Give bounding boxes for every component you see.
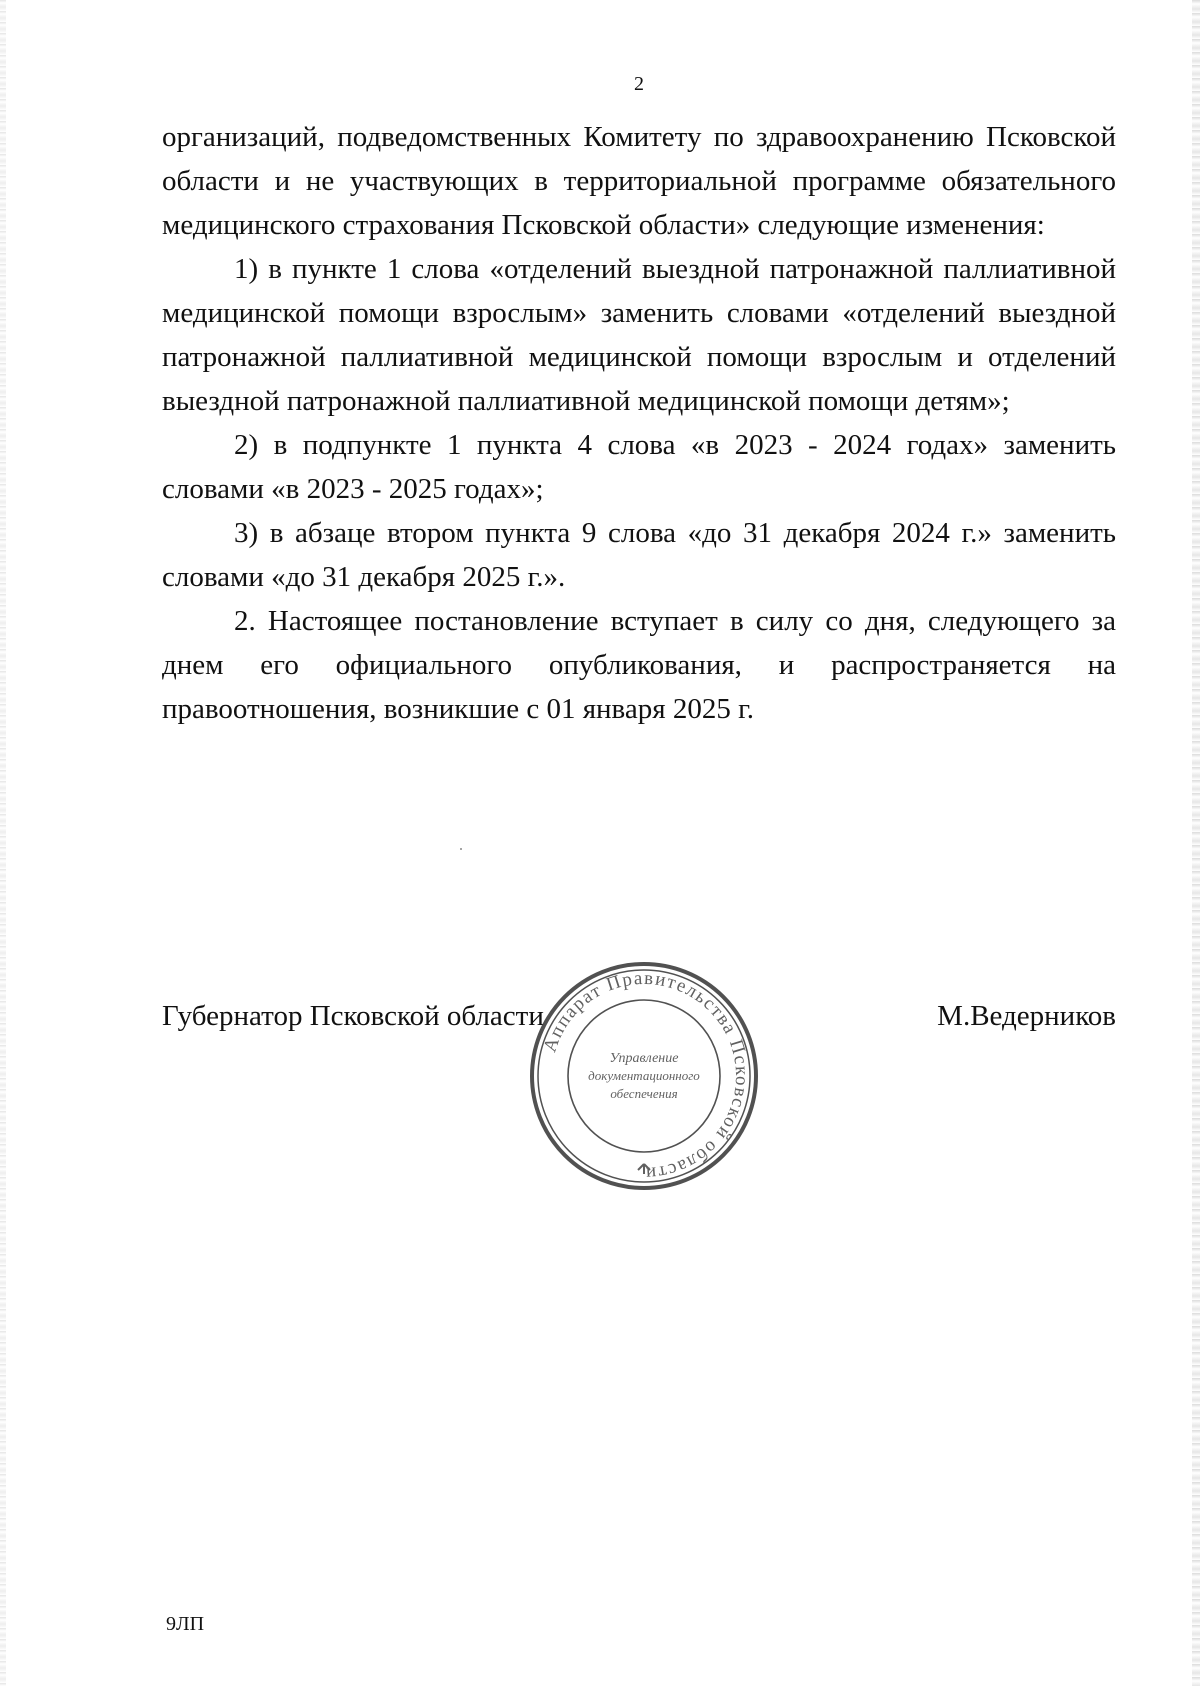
paragraph-intro: организаций, подведомственных Комитету по здравоохранению Псковской области и не участвующих в территориальной программе обязательного медицинского страхования Псковской области» следующие изменения: xyxy=(162,121,1116,241)
stamp-inner-line-2: документационного xyxy=(588,1068,700,1083)
paragraph-item-1: 1) в пункте 1 слова «отделений выездной патронажной паллиативной медицинской помощи взрослым» заменить словами «отделений выездной патронажной паллиативной медицинской помощи взрослым и отделений выездной патронажной паллиативной медицинской помощи детям»; xyxy=(162,253,1116,417)
scan-edge-right xyxy=(1192,0,1200,1686)
paragraph-item-3: 3) в абзаце втором пункта 9 слова «до 31 декабря 2024 г.» заменить словами «до 31 декабря 2025 г.». xyxy=(162,517,1116,593)
document-footer-code: 9ЛП xyxy=(166,1613,205,1635)
document-body xyxy=(162,115,1116,731)
paragraph-item-2: 2) в подпункте 1 пункта 4 слова «в 2023 - 2024 годах» заменить словами «в 2023 - 2025 годах»; xyxy=(162,429,1116,505)
scan-speck xyxy=(460,848,462,850)
stamp-outer-text: Аппарат Правительства Псковской области xyxy=(539,967,753,1185)
page-number: 2 xyxy=(634,73,644,95)
scan-edge-left xyxy=(0,0,6,1686)
stamp-inner-line-3: обеспечения xyxy=(610,1086,678,1101)
signatory-title: Губернатор Псковской области xyxy=(162,1000,544,1032)
signatory-name: М.Ведерников xyxy=(937,1000,1116,1032)
official-seal-stamp xyxy=(528,960,760,1192)
paragraph-clause-2: 2. Настоящее постановление вступает в силу со дня, следующего за днем его официального опубликования, и распространяется на правоотношения, возникшие с 01 января 2025 г. xyxy=(162,605,1116,725)
stamp-inner-line-1: Управление xyxy=(609,1051,679,1066)
